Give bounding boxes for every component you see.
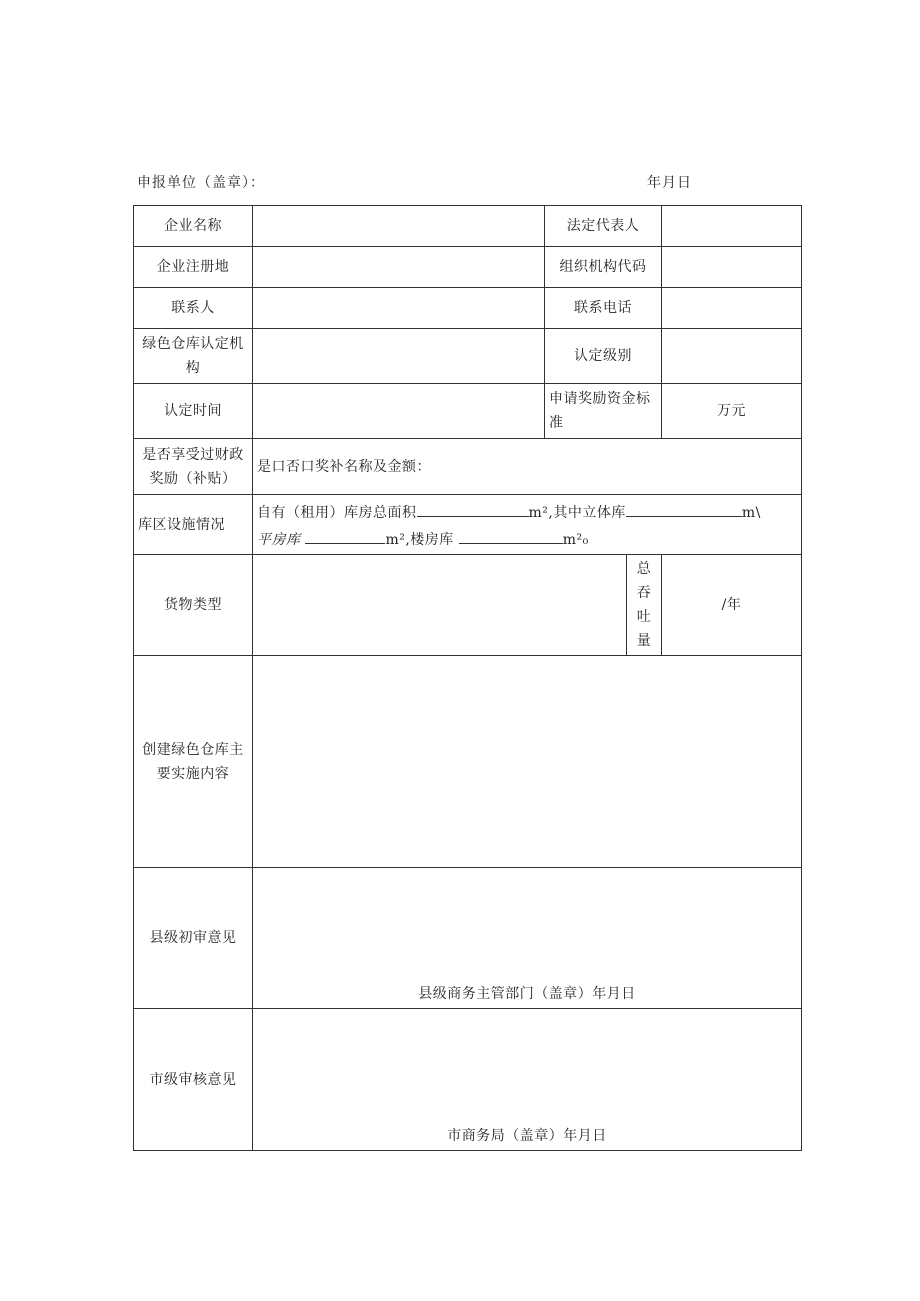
cert-level-label: 认定级别 xyxy=(545,329,662,384)
registered-place-label: 企业注册地 xyxy=(134,247,253,288)
reward-unit[interactable]: 万元 xyxy=(662,384,802,439)
cert-agency-label: 绿色仓库认定机构 xyxy=(134,329,253,384)
county-signature: 县级商务主管部门（盖章）年月日 xyxy=(418,986,636,1002)
legal-rep-label: 法定代表人 xyxy=(545,206,662,247)
company-name-label: 企业名称 xyxy=(134,206,253,247)
throughput-label: 总吞吐量 xyxy=(627,555,662,656)
row-content xyxy=(134,656,802,868)
row-city xyxy=(134,1009,802,1151)
contact-field[interactable] xyxy=(253,288,545,329)
city-opinion-label: 市级审核意见 xyxy=(134,1009,253,1151)
city-opinion-field[interactable] xyxy=(253,1009,802,1151)
row-registration xyxy=(134,247,802,288)
contact-phone-label: 联系电话 xyxy=(545,288,662,329)
stereo-blank[interactable] xyxy=(626,498,742,517)
content-label: 创建绿色仓库主要实施内容 xyxy=(134,656,253,868)
county-opinion-field[interactable] xyxy=(253,868,802,1009)
row-county xyxy=(134,868,802,1009)
registered-place-field[interactable] xyxy=(253,247,545,288)
company-name-field[interactable] xyxy=(253,206,545,247)
building-label: m²,楼房库 xyxy=(385,531,454,548)
row-facility xyxy=(134,495,802,555)
total-area-blank[interactable] xyxy=(417,498,529,517)
org-code-label: 组织机构代码 xyxy=(545,247,662,288)
org-code-field[interactable] xyxy=(662,247,802,288)
row-cert xyxy=(134,329,802,384)
reward-std-label: 申请奖励资金标准 xyxy=(545,384,662,439)
application-form xyxy=(133,205,802,1151)
applicant-label: 申报单位（盖章）： xyxy=(137,175,265,191)
building-blank[interactable] xyxy=(459,525,563,544)
facility-content xyxy=(253,495,802,555)
flat-blank[interactable] xyxy=(305,525,385,544)
contact-phone-field[interactable] xyxy=(662,288,802,329)
facility-label: 库区设施情况 xyxy=(134,495,253,555)
county-opinion-label: 县级初审意见 xyxy=(134,868,253,1009)
row-company xyxy=(134,206,802,247)
content-field[interactable] xyxy=(253,656,802,868)
row-cert-time xyxy=(134,384,802,439)
goods-type-field[interactable] xyxy=(253,555,627,656)
total-area-label: 自有（租用）库房总面积 xyxy=(257,504,417,521)
building-unit: m²₀ xyxy=(562,531,589,548)
header-date: 年月日 xyxy=(647,175,692,191)
legal-rep-field[interactable] xyxy=(662,206,802,247)
stereo-unit: m\ xyxy=(741,504,761,521)
cert-time-label: 认定时间 xyxy=(134,384,253,439)
flat-label: 平房库 xyxy=(257,531,301,548)
stereo-label: m²,其中立体库 xyxy=(528,504,626,521)
goods-type-label: 货物类型 xyxy=(134,555,253,656)
cert-level-field[interactable] xyxy=(662,329,802,384)
subsidy-question: 是否享受过财政奖励（补贴） xyxy=(134,439,253,495)
cert-time-field[interactable] xyxy=(253,384,545,439)
throughput-unit[interactable]: /年 xyxy=(662,555,802,656)
row-contact xyxy=(134,288,802,329)
row-goods xyxy=(134,555,802,656)
cert-agency-field[interactable] xyxy=(253,329,545,384)
city-signature: 市商务局（盖章）年月日 xyxy=(447,1128,607,1144)
row-subsidy xyxy=(134,439,802,495)
subsidy-answer[interactable]: 是口否口奖补名称及金额： xyxy=(253,439,802,495)
contact-label: 联系人 xyxy=(134,288,253,329)
